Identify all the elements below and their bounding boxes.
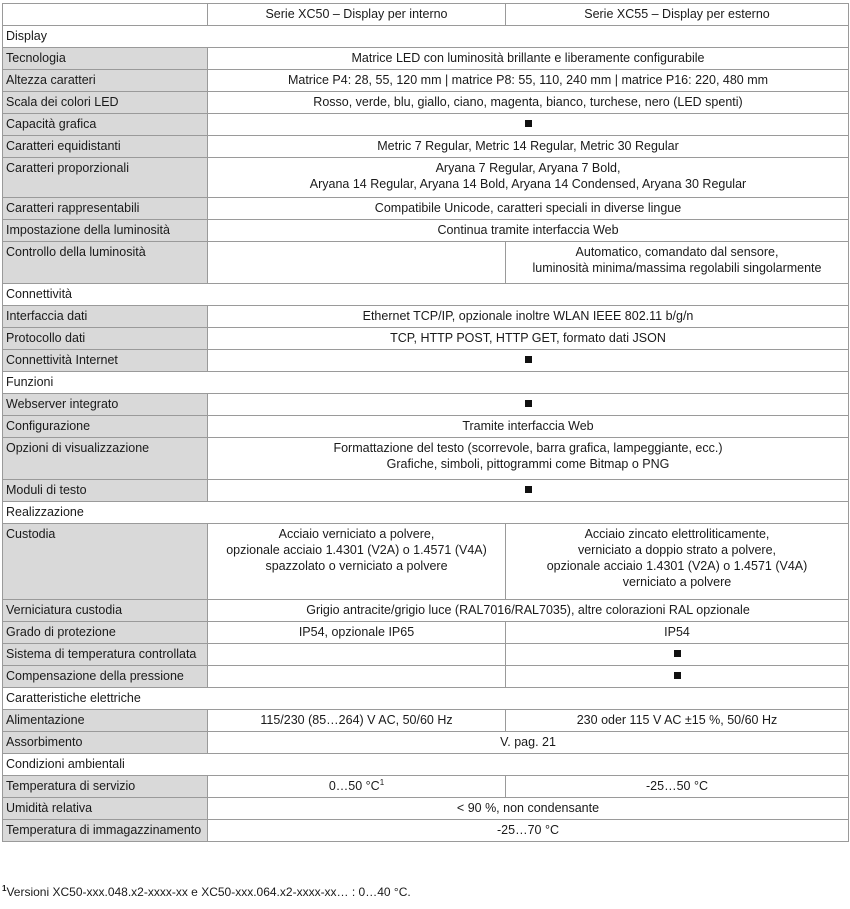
row-value: Continua tramite interfaccia Web: [208, 220, 849, 242]
row-label: Altezza caratteri: [3, 70, 208, 92]
row-value-xc50: [208, 776, 506, 798]
table-row: [3, 438, 849, 480]
row-value-xc55: [506, 644, 849, 666]
section-row: [3, 754, 849, 776]
table-row: [3, 622, 849, 644]
row-value: Matrice P4: 28, 55, 120 mm | matrice P8: 55, 110, 240 mm | matrice P16: 220, 480 mm: [208, 70, 849, 92]
row-value: Formattazione del testo (scorrevole, barra grafica, lampeggiante, ecc.) Grafiche, simboli, pittogrammi come Bitmap o PNG: [208, 438, 849, 480]
section-realizzazione: Realizzazione: [3, 502, 849, 524]
section-funzioni: Funzioni: [3, 372, 849, 394]
footnote-mark: 1: [2, 884, 7, 893]
row-label: Grado di protezione: [3, 622, 208, 644]
row-value-xc55: -25…50 °C: [506, 776, 849, 798]
row-value: -25…70 °C: [208, 820, 849, 842]
row-label: Caratteri proporzionali: [3, 158, 208, 198]
section-row: [3, 502, 849, 524]
row-label: Scala dei colori LED: [3, 92, 208, 114]
row-value: [208, 114, 849, 136]
feature-check-icon: [674, 650, 681, 657]
table-row: [3, 394, 849, 416]
section-row: [3, 688, 849, 710]
row-label: Alimentazione: [3, 710, 208, 732]
row-value: Matrice LED con luminosità brillante e liberamente configurabile: [208, 48, 849, 70]
feature-check-icon: [525, 400, 532, 407]
table-row: [3, 710, 849, 732]
row-value-xc50: IP54, opzionale IP65: [208, 622, 506, 644]
table-row: [3, 732, 849, 754]
table-row: [3, 524, 849, 600]
header-row: [3, 4, 849, 26]
table-row: [3, 416, 849, 438]
section-row: [3, 26, 849, 48]
row-label: Temperatura di immagazzinamento: [3, 820, 208, 842]
row-label: Temperatura di servizio: [3, 776, 208, 798]
row-value: < 90 %, non condensante: [208, 798, 849, 820]
table-row: [3, 600, 849, 622]
footnote: [2, 885, 411, 899]
table-row: [3, 776, 849, 798]
row-value-xc50: [208, 666, 506, 688]
header-xc50: Serie XC50 – Display per interno: [208, 4, 506, 26]
row-label: Caratteri equidistanti: [3, 136, 208, 158]
section-ambientali: Condizioni ambientali: [3, 754, 849, 776]
row-label: Assorbimento: [3, 732, 208, 754]
row-label: Controllo della luminosità: [3, 242, 208, 284]
row-label: Opzioni di visualizzazione: [3, 438, 208, 480]
footnote-ref: 1: [379, 777, 385, 787]
row-value: Compatibile Unicode, caratteri speciali in diverse lingue: [208, 198, 849, 220]
row-label: Interfaccia dati: [3, 306, 208, 328]
row-value: Aryana 7 Regular, Aryana 7 Bold, Aryana 14 Regular, Aryana 14 Bold, Aryana 14 Condensed, Aryana 30 Regular: [208, 158, 849, 198]
row-label: Umidità relativa: [3, 798, 208, 820]
table-row: [3, 350, 849, 372]
table-row: [3, 306, 849, 328]
section-elettriche: Caratteristiche elettriche: [3, 688, 849, 710]
table-row: [3, 480, 849, 502]
table-row: [3, 48, 849, 70]
row-value-xc55: Acciaio zincato elettroliticamente, verniciato a doppio strato a polvere, opzionale acciaio 1.4301 (V2A) o 1.4571 (V4A) verniciato a polvere: [506, 524, 849, 600]
row-value: [208, 480, 849, 502]
header-xc55: Serie XC55 – Display per esterno: [506, 4, 849, 26]
feature-check-icon: [525, 356, 532, 363]
table-row: [3, 644, 849, 666]
row-label: Compensazione della pressione: [3, 666, 208, 688]
row-value-xc55: 230 oder 115 V AC ±15 %, 50/60 Hz: [506, 710, 849, 732]
table-row: [3, 220, 849, 242]
row-value-xc50: [208, 242, 506, 284]
row-label: Webserver integrato: [3, 394, 208, 416]
section-connettivita: Connettività: [3, 284, 849, 306]
row-label: Configurazione: [3, 416, 208, 438]
section-display: Display: [3, 26, 849, 48]
row-label: Sistema di temperatura controllata: [3, 644, 208, 666]
table-row: [3, 92, 849, 114]
spec-table: [2, 3, 849, 842]
table-row: [3, 666, 849, 688]
feature-check-icon: [525, 486, 532, 493]
row-value: Rosso, verde, blu, giallo, ciano, magenta, bianco, turchese, nero (LED spenti): [208, 92, 849, 114]
row-label: Impostazione della luminosità: [3, 220, 208, 242]
row-label: Caratteri rappresentabili: [3, 198, 208, 220]
row-value: Metric 7 Regular, Metric 14 Regular, Metric 30 Regular: [208, 136, 849, 158]
feature-check-icon: [674, 672, 681, 679]
row-label: Tecnologia: [3, 48, 208, 70]
row-value-xc50: [208, 644, 506, 666]
table-row: [3, 328, 849, 350]
row-label: Moduli di testo: [3, 480, 208, 502]
row-value: Ethernet TCP/IP, opzionale inoltre WLAN IEEE 802.11 b/g/n: [208, 306, 849, 328]
row-value: [208, 350, 849, 372]
row-value: Grigio antracite/grigio luce (RAL7016/RAL7035), altre colorazioni RAL opzionale: [208, 600, 849, 622]
row-value: Tramite interfaccia Web: [208, 416, 849, 438]
service-temp-value: 0…50 °C: [328, 779, 380, 793]
row-value-xc50: Acciaio verniciato a polvere, opzionale acciaio 1.4301 (V2A) o 1.4571 (V4A) spazzolato o verniciato a polvere: [208, 524, 506, 600]
row-label: Capacità grafica: [3, 114, 208, 136]
row-label: Verniciatura custodia: [3, 600, 208, 622]
section-row: [3, 284, 849, 306]
row-label: Connettività Internet: [3, 350, 208, 372]
table-row: [3, 798, 849, 820]
row-value-xc55: IP54: [506, 622, 849, 644]
feature-check-icon: [525, 120, 532, 127]
table-row: [3, 158, 849, 198]
table-row: [3, 136, 849, 158]
table-row: [3, 114, 849, 136]
row-label: Custodia: [3, 524, 208, 600]
table-row: [3, 70, 849, 92]
footnote-text: Versioni XC50-xxx.048.x2-xxxx-xx e XC50-xxx.064.x2-xxxx-xx… : 0…40 °C.: [6, 885, 411, 899]
row-value: TCP, HTTP POST, HTTP GET, formato dati JSON: [208, 328, 849, 350]
row-value-xc55: [506, 666, 849, 688]
table-row: [3, 242, 849, 284]
table-row: [3, 198, 849, 220]
row-value: [208, 394, 849, 416]
section-row: [3, 372, 849, 394]
row-value: V. pag. 21: [208, 732, 849, 754]
row-label: Protocollo dati: [3, 328, 208, 350]
row-value-xc50: 115/230 (85…264) V AC, 50/60 Hz: [208, 710, 506, 732]
header-blank-cell: [3, 4, 208, 26]
table-row: [3, 820, 849, 842]
row-value-xc55: Automatico, comandato dal sensore, luminosità minima/massima regolabili singolarmente: [506, 242, 849, 284]
